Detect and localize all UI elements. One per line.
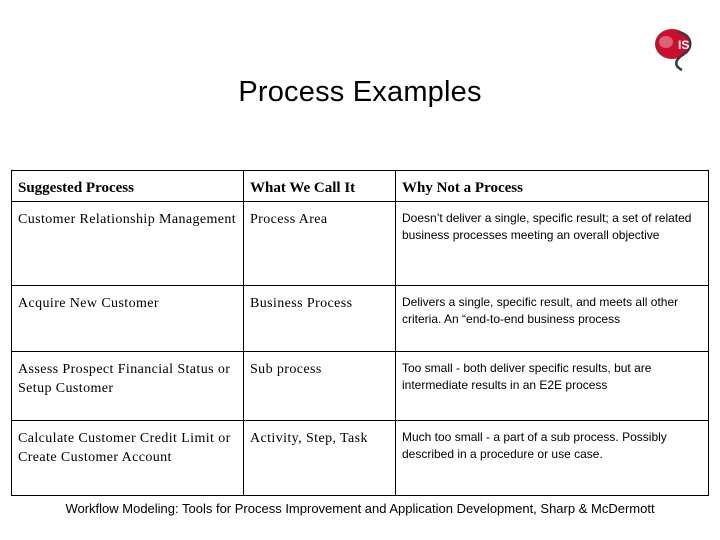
why-not-cell: Too small - both deliver specific results, but are intermediate results in an E2E process — [396, 352, 709, 421]
svg-text:IS: IS — [678, 38, 690, 52]
what-we-call-it-cell: Sub process — [244, 352, 396, 421]
slide-title: Process Examples — [238, 76, 482, 108]
what-we-call-it-cell: Business Process — [244, 286, 396, 352]
suggested-process-cell: Assess Prospect Financial Status or Setup Customer — [12, 352, 244, 421]
what-we-call-it-cell: Process Area — [244, 202, 396, 286]
table-row — [12, 286, 709, 352]
header-suggested-process: Suggested Process — [12, 171, 244, 202]
company-logo — [648, 26, 700, 74]
table-row — [12, 202, 709, 286]
table-header-row — [12, 171, 709, 202]
why-not-cell: Much too small - a part of a sub process. Possibly described in a procedure or use case. — [396, 421, 709, 496]
why-not-cell: Delivers a single, specific result, and meets all other criteria. An “end-to-end business process — [396, 286, 709, 352]
why-not-cell: Doesn’t deliver a single, specific result; a set of related business processes meeting an overall objective — [396, 202, 709, 286]
table-row — [12, 421, 709, 496]
header-why-not-a-process: Why Not a Process — [396, 171, 709, 202]
header-what-we-call-it: What We Call It — [244, 171, 396, 202]
suggested-process-cell: Calculate Customer Credit Limit or Create Customer Account — [12, 421, 244, 496]
table-row — [12, 352, 709, 421]
suggested-process-cell: Customer Relationship Management — [12, 202, 244, 286]
process-table — [11, 170, 709, 496]
suggested-process-cell: Acquire New Customer — [12, 286, 244, 352]
source-citation: Workflow Modeling: Tools for Process Improvement and Application Development, Sharp & McDermott — [65, 501, 655, 516]
what-we-call-it-cell: Activity, Step, Task — [244, 421, 396, 496]
